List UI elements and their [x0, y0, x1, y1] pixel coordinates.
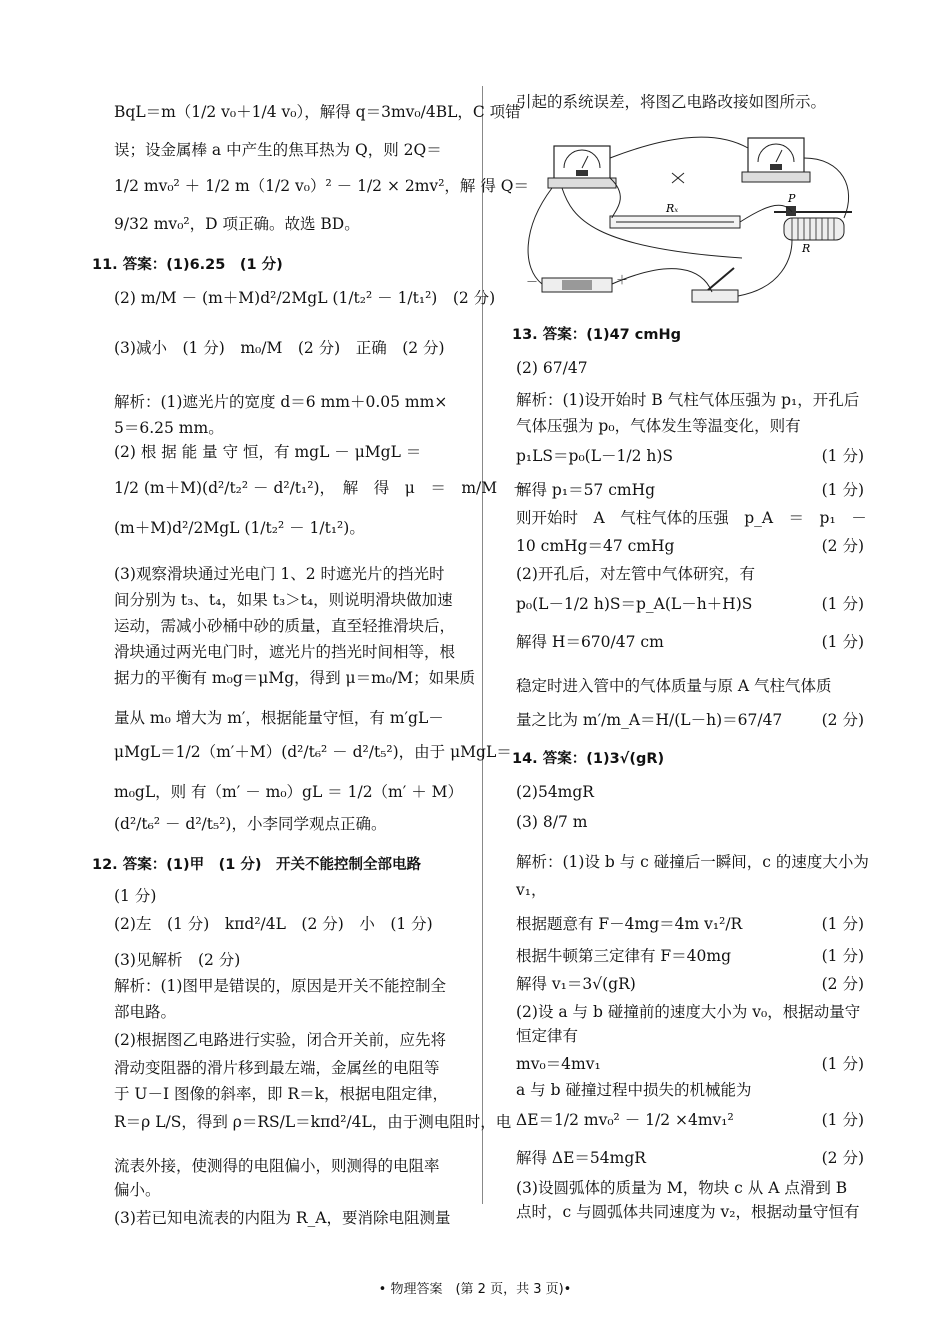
line-text: 9/32 mv₀²，D 项正确。故选 BD。 [114, 215, 360, 233]
right-line [516, 414, 864, 438]
left-line [114, 1056, 464, 1080]
line-text: a 与 b 碰撞过程中损失的机械能为 [516, 1081, 752, 1099]
score-note: (2 分) [821, 1149, 864, 1167]
right-line [516, 506, 867, 530]
score-note: (1 分) [821, 1111, 864, 1129]
left-line [114, 912, 464, 936]
left-line [114, 884, 464, 908]
line-text: 滑块通过两光电门时，遮光片的挡光时间相等，根 [114, 643, 456, 661]
left-line [114, 336, 464, 360]
label-p: P [788, 192, 796, 205]
right-line [516, 850, 869, 874]
right-line [516, 1000, 864, 1024]
left-line [114, 1082, 464, 1106]
right-line [516, 534, 864, 558]
line-text: BqL＝m（1/2 v₀＋1/4 v₀），解得 q＝3mv₀/4BL，C 项错 [114, 103, 521, 121]
score-note: (1 分) [821, 481, 864, 499]
voltmeter-right [742, 138, 810, 182]
switch [692, 268, 738, 302]
score-note: (2 分) [821, 711, 864, 729]
left-line [114, 640, 464, 664]
right-line [516, 944, 864, 968]
right-line [516, 780, 864, 804]
left-line [114, 948, 464, 972]
score-note: (2 分) [821, 975, 864, 993]
line-text: 根据题意有 F－4mg＝4m v₁²/R [516, 915, 743, 933]
right-line [516, 1146, 864, 1170]
right-line [516, 674, 864, 698]
right-line [512, 748, 864, 770]
line-text: 1/2 (m＋M)(d²/t₂² － d²/t₁²)， 解 得 μ ＝ m/M － [114, 479, 529, 497]
line-text: 解析：(1)遮光片的宽度 d＝6 mm＋0.05 mm× [114, 393, 448, 411]
left-line [114, 100, 521, 124]
left-line [114, 174, 529, 198]
right-line [516, 356, 864, 380]
right-line [516, 388, 864, 412]
right-line [516, 1200, 864, 1224]
line-text: (3)若已知电流表的内阻为 R_A，要消除电阻测量 [114, 1209, 451, 1227]
left-line [114, 812, 464, 836]
right-line [516, 90, 864, 114]
line-text: 运动，需减小砂桶中砂的质量，直至轻推滑块后， [114, 617, 456, 635]
left-line [114, 390, 464, 414]
right-line [516, 1078, 864, 1102]
line-text: 于 U－I 图像的斜率，即 R＝k，根据电阻定律， [114, 1085, 449, 1103]
right-line [516, 708, 864, 732]
line-text: 点时，c 与圆弧体共同速度为 v₂，根据动量守恒有 [516, 1203, 860, 1221]
line-text: (m＋M)d²/2MgL (1/t₂² － 1/t₁²)。 [114, 519, 365, 537]
line-text: 则开始时 A 气柱气体的压强 p_A ＝ p₁ － [516, 509, 867, 527]
right-line [516, 478, 864, 502]
score-note: (1 分) [821, 1055, 864, 1073]
score-note: (1 分) [821, 595, 864, 613]
line-text: 气体压强为 p₀，气体发生等温变化，则有 [516, 417, 801, 435]
line-text: (3)设圆弧体的质量为 M，物块 c 从 A 点滑到 B [516, 1179, 848, 1197]
label-r: R [802, 242, 811, 255]
score-note: (1 分) [821, 947, 864, 965]
line-text: (2)开孔后，对左管中气体研究，有 [516, 565, 755, 583]
right-line [516, 878, 864, 902]
line-text: (2)设 a 与 b 碰撞前的速度大小为 v₀，根据动量守 [516, 1003, 861, 1021]
line-text: 流表外接，使测得的电阻偏小，则测得的电阻率 [114, 1157, 440, 1175]
right-line [516, 1108, 864, 1132]
line-text: R＝ρ L/S，得到 ρ＝RS/L＝kπd²/4L，由于测电阻时，电 [114, 1113, 512, 1131]
line-text: v₁， [516, 881, 547, 899]
line-text: 解得 p₁＝57 cmHg [516, 481, 656, 499]
line-text: 12. 答案：(1)甲 (1 分) 开关不能控制全部电路 [92, 857, 421, 873]
right-line [516, 972, 864, 996]
line-text: 解得 H＝670/47 cm [516, 633, 664, 651]
right-line [512, 324, 864, 346]
left-line [114, 1000, 464, 1024]
ammeter-left [548, 146, 616, 188]
label-minus: － [526, 275, 539, 289]
line-text: (3) 8/7 m [516, 813, 588, 831]
line-text: (2)54mgR [516, 783, 594, 801]
left-line [114, 562, 464, 586]
line-text: (2)左 (1 分) kπd²/4L (2 分) 小 (1 分) [114, 915, 433, 933]
line-text: (2)根据图乙电路进行实验，闭合开关前，应先将 [114, 1031, 446, 1049]
line-text: 恒定律有 [516, 1027, 579, 1045]
line-text: (d²/t₆² － d²/t₅²)，小李同学观点正确。 [114, 815, 387, 833]
line-text: (2) 根 据 能 量 守 恒，有 mgL － μMgL ＝ [114, 443, 422, 461]
line-text: p₀(L－1/2 h)S＝p_A(L－h＋H)S [516, 595, 753, 613]
line-text: 误；设金属棒 a 中产生的焦耳热为 Q，则 2Q＝ [114, 141, 442, 159]
line-text: 量之比为 m′/m_A＝H/(L－h)＝67/47 [516, 711, 783, 729]
line-text: 14. 答案：(1)3√(gR) [512, 751, 665, 767]
score-note: (1 分) [821, 633, 864, 651]
line-text: (2) 67/47 [516, 359, 588, 377]
left-line [114, 1178, 464, 1202]
label-rx: Rₓ [666, 202, 679, 215]
line-text: 引起的系统误差，将图乙电路改接如图所示。 [516, 93, 827, 111]
page-footer: • 物理答案 (第 2 页，共 3 页)• [378, 1282, 572, 1297]
left-line [114, 1206, 464, 1230]
right-line [516, 912, 864, 936]
line-text: 解得 v₁＝3√(gR) [516, 975, 636, 993]
line-text: 解析：(1)设 b 与 c 碰撞后一瞬间，c 的速度大小为 [516, 853, 869, 871]
right-line [516, 444, 864, 468]
line-text: 量从 m₀ 增大为 m′，根据能量守恒，有 m′gL－ [114, 709, 444, 727]
line-text: (3)减小 (1 分) m₀/M (2 分) 正确 (2 分) [114, 339, 445, 357]
score-note: (1 分) [821, 915, 864, 933]
score-note: (1 分) [821, 447, 864, 465]
left-line [114, 614, 464, 638]
line-text: 解析：(1)设开始时 B 气柱气体压强为 p₁，开孔后 [516, 391, 860, 409]
line-text: 10 cmHg＝47 cmHg [516, 537, 675, 555]
left-line [114, 516, 464, 540]
right-line [516, 810, 864, 834]
left-line [114, 416, 464, 440]
line-text: m₀gL，则 有（m′ － m₀）gL ＝ 1/2（m′ ＋ M） [114, 783, 463, 801]
left-line [114, 706, 464, 730]
line-text: 间分别为 t₃、t₄，如果 t₃＞t₄，则说明滑块做加速 [114, 591, 453, 609]
left-line [92, 854, 464, 876]
line-text: 滑动变阻器的滑片移到最左端，金属丝的电阻等 [114, 1059, 440, 1077]
left-line [114, 476, 529, 500]
label-plus: ＋ [616, 273, 629, 287]
line-text: 偏小。 [114, 1181, 161, 1199]
circuit-figure [512, 118, 864, 314]
left-line [114, 1154, 464, 1178]
left-line [114, 286, 496, 310]
left-line [114, 1110, 512, 1134]
line-text: 部电路。 [114, 1003, 177, 1021]
line-text: μMgL＝1/2（m′＋M）(d²/t₆² － d²/t₅²)，由于 μMgL＝ [114, 743, 512, 761]
line-text: mv₀＝4mv₁ [516, 1055, 601, 1073]
line-text: 稳定时进入管中的气体质量与原 A 气柱气体质 [516, 677, 832, 695]
line-text: 根据牛顿第三定律有 F＝40mg [516, 947, 732, 965]
line-text: 11. 答案：(1)6.25 (1 分) [92, 257, 283, 273]
column-divider [482, 86, 483, 1204]
left-line [114, 740, 512, 764]
line-text: 1/2 mv₀² ＋ 1/2 m（1/2 v₀）² － 1/2 × 2mv²，解 得 Q＝ [114, 177, 529, 195]
rheostat [774, 192, 852, 255]
line-text: 5＝6.25 mm。 [114, 419, 224, 437]
line-text: (3)见解析 (2 分) [114, 951, 241, 969]
line-text: 解析：(1)图甲是错误的，原因是开关不能控制全 [114, 977, 446, 995]
right-line [516, 592, 864, 616]
line-text: (3)观察滑块通过光电门 1、2 时遮光片的挡光时 [114, 565, 445, 583]
right-line [516, 1024, 864, 1048]
right-line [516, 1052, 864, 1076]
left-line [92, 254, 464, 276]
line-text: 据力的平衡有 m₀g＝μMg，得到 μ＝m₀/M；如果质 [114, 669, 476, 687]
line-text: ΔE＝1/2 mv₀² － 1/2 ×4mv₁² [516, 1111, 734, 1129]
right-line [516, 562, 864, 586]
battery [526, 273, 628, 292]
line-text: (2) m/M － (m＋M)d²/2MgL (1/t₂² － 1/t₁²) (2 分) [114, 289, 496, 307]
line-text: 13. 答案：(1)47 cmHg [512, 327, 682, 343]
right-line [516, 1176, 864, 1200]
resistance-wire-board [610, 202, 740, 228]
left-line [114, 588, 464, 612]
left-line [114, 138, 464, 162]
left-line [114, 212, 464, 236]
left-line [114, 440, 464, 464]
line-text: (1 分) [114, 887, 157, 905]
left-line [114, 666, 476, 690]
right-line [516, 630, 864, 654]
left-line [114, 780, 464, 804]
score-note: (2 分) [821, 537, 864, 555]
line-text: p₁LS＝p₀(L－1/2 h)S [516, 447, 674, 465]
left-line [114, 1028, 464, 1052]
left-line [114, 974, 464, 998]
line-text: 解得 ΔE＝54mgR [516, 1149, 646, 1167]
